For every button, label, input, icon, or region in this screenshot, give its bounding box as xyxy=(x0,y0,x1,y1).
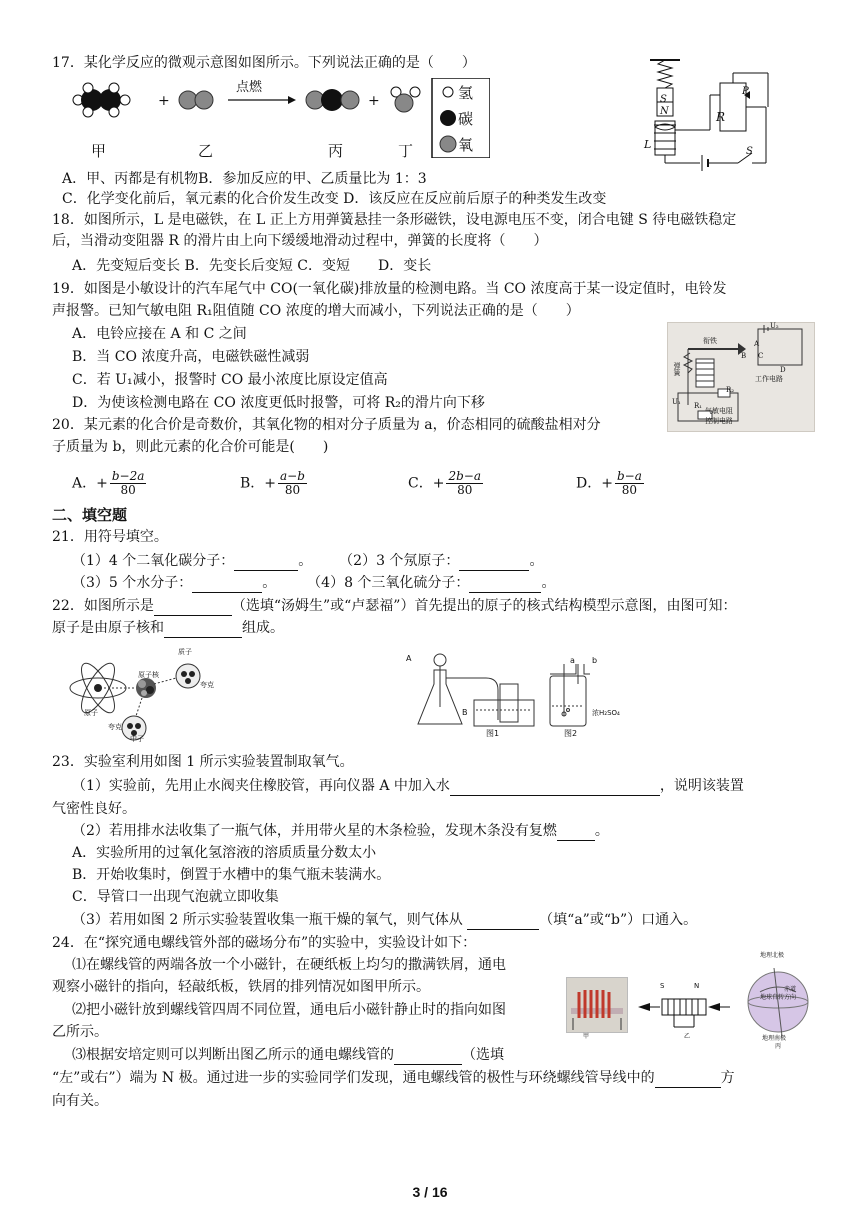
molecule-bing xyxy=(306,89,359,111)
q24-s2a: ⑵把小磁针放到螺线管四周不同位置，通电后小磁针静止时的指向如图 xyxy=(72,1002,506,1018)
q21-row1 xyxy=(72,551,543,571)
q21-p3-dot: 。 xyxy=(262,575,277,591)
q20-option-a xyxy=(72,470,146,497)
q21-row2 xyxy=(72,573,555,593)
q23-p2-end: 。 xyxy=(594,823,609,839)
q22-line1 xyxy=(52,596,736,616)
atom-model-figure xyxy=(66,648,226,744)
fig24-yi: 乙 xyxy=(684,1033,691,1040)
fig19-a: A xyxy=(754,340,760,348)
fraction-numerator: a−b xyxy=(280,469,305,483)
fig2-acid: 浓H₂SO₄ xyxy=(592,709,620,717)
q23-blank3[interactable] xyxy=(467,913,539,930)
q21-p3-label: （3）5 个水分子： xyxy=(72,575,193,591)
molecule-jia xyxy=(73,83,130,117)
q24-s3-cont xyxy=(52,1068,735,1088)
fig2-caption: 图2 xyxy=(564,729,578,738)
q23-opt-b: B．开始收集时，倒置于水槽中的集气瓶未装满水。 xyxy=(72,867,391,883)
fig24-south: 地理南极 xyxy=(762,1035,787,1042)
legend-o: 氧 xyxy=(458,136,474,154)
q19-opt-c: C．若 U₁减小，报警时 CO 最小浓度比原设定值高 xyxy=(72,372,388,388)
q23-p2-text: （2）若用排水法收集了一瓶气体，并用带火星的木条检验，发现木条没有复燃 xyxy=(72,823,557,839)
option-fraction xyxy=(278,470,307,497)
name-yi: 乙 xyxy=(198,142,214,160)
co-detector-figure xyxy=(667,322,815,432)
name-jia: 甲 xyxy=(91,142,107,160)
fig22-zhongzi: 中子 xyxy=(130,735,144,743)
q19-line1: 19．如图是小敏设计的汽车尾气中 CO(一氧化碳)排放量的检测电路。当 CO 浓度高于某一设定值时，电铃发 xyxy=(52,281,727,297)
fig22-kuake2: 夸克 xyxy=(108,723,122,731)
molecule-ding xyxy=(391,87,420,112)
fig2-b: b xyxy=(592,656,598,665)
q21-p2-dot: 。 xyxy=(529,553,544,569)
q21-p1-blank[interactable] xyxy=(234,554,298,571)
q24-s1a: ⑴在螺线管的两端各放一个小磁针，在硬纸板上均匀的撒满铁屑，通电 xyxy=(72,957,506,973)
q21-p2-label: （2）3 个氖原子： xyxy=(339,553,460,569)
q22-l2b: 组成。 xyxy=(242,620,284,636)
q24-blank1[interactable] xyxy=(394,1048,462,1065)
q22-l1b: （选填“汤姆生”或“卢瑟福”）首先提出的原子的核式结构模型示意图，由图可知： xyxy=(231,598,737,614)
fraction-denominator: 80 xyxy=(621,483,638,497)
fig24-chidao: 赤道 xyxy=(784,986,797,993)
fig-b-label: B xyxy=(462,708,468,717)
q20-line1: 20．某元素的化合价是奇数价，其氧化物的相对分子质量为 a，价态相同的硫酸盐相对分 xyxy=(52,417,601,433)
fraction-denominator: 80 xyxy=(120,483,136,497)
q24-s3a: ⑶根据安培定则可以判断出图乙所示的通电螺线管的 xyxy=(72,1047,394,1063)
q20-option-b xyxy=(240,470,307,497)
oxygen-apparatus-figure xyxy=(400,652,630,744)
fig19-u1: U₁ xyxy=(672,398,681,406)
q19-opt-d: D．为使该检测电路在 CO 浓度更低时报警，可将 R₂的滑片向下移 xyxy=(72,395,485,411)
section-heading: 二、填空题 xyxy=(52,506,128,524)
solenoid-coil xyxy=(567,978,627,1032)
q22-blank2[interactable] xyxy=(164,621,242,638)
q17-opt-cd: C．化学变化前后，氧元素的化合价发生改变 D．该反应在反应前后原子的种类发生改变 xyxy=(62,191,607,207)
fig19-xian: 衔铁 xyxy=(703,337,717,345)
option-letter: C．+ xyxy=(408,475,445,492)
option-fraction xyxy=(446,470,483,497)
q20-option-c xyxy=(408,470,483,497)
fig19-ctrl: 控制电路 xyxy=(705,417,733,425)
fig22-kuake1: 夸克 xyxy=(200,681,214,689)
option-letter: B．+ xyxy=(240,475,277,492)
fig19-c: C xyxy=(758,352,764,360)
q21-p4-dot: 。 xyxy=(541,575,556,591)
fig22-yuanzi: 原子 xyxy=(84,709,98,717)
fig19-spring: 弹簧 xyxy=(673,362,681,376)
fig22-yuanzihe: 原子核 xyxy=(138,671,159,679)
q19-line2: 声报警。已知气敏电阻 R₁阻值随 CO 浓度的增大而减小，下列说法正确的是（ ） xyxy=(52,303,580,319)
fig18-r: R xyxy=(716,110,726,124)
q18-options: A．先变短后变长 B．先变长后变短 C．变短 D．变长 xyxy=(72,258,432,274)
earth-magnet-figure xyxy=(740,962,816,1042)
q22-l2a: 原子是由原子核和 xyxy=(52,620,164,636)
q23-opt-a: A．实验所用的过氧化氢溶液的溶质质量分数太小 xyxy=(72,845,377,861)
q24-blank2[interactable] xyxy=(655,1071,721,1088)
fraction-numerator: b−a xyxy=(616,469,642,483)
molecule-yi xyxy=(179,91,213,109)
q23-p3 xyxy=(72,910,697,930)
reaction-diagram xyxy=(70,78,490,158)
fraction-denominator: 80 xyxy=(284,483,301,497)
option-letter: A．+ xyxy=(72,475,108,492)
name-bing: 丙 xyxy=(328,142,344,160)
q24-s3d: 方 xyxy=(720,1070,735,1086)
q23-stem: 23．实验室利用如图 1 所示实验装置制取氧气。 xyxy=(52,754,354,770)
fig24-s: S xyxy=(660,982,665,990)
q21-p3-blank[interactable] xyxy=(192,576,262,593)
fig19-sensor: 气敏电阻 xyxy=(705,407,733,415)
page-number: 3 / 16 xyxy=(412,1184,448,1200)
q24-s2b: 乙所示。 xyxy=(52,1024,108,1040)
q18-line1: 18．如图所示，L 是电磁铁，在 L 正上方用弹簧悬挂一条形磁铁，设电源电压不变，闭合电键 S 待电磁铁稳定 xyxy=(52,212,737,228)
fig1-caption: 图1 xyxy=(486,729,500,738)
fig24-bing: 丙 xyxy=(775,1043,782,1050)
q23-blank1[interactable] xyxy=(450,779,660,796)
q21-p1-label: （1）4 个二氧化碳分子： xyxy=(72,553,235,569)
q21-p4-label: （4）8 个三氧化硫分子： xyxy=(307,575,470,591)
fig19-work: 工作电路 xyxy=(755,375,783,383)
q21-p2-blank[interactable] xyxy=(459,554,529,571)
q23-p2 xyxy=(72,821,609,841)
solenoid-photo-jia xyxy=(566,977,628,1033)
solenoid-compass-figure xyxy=(634,987,734,1035)
q21-stem: 21．用符号填空。 xyxy=(52,529,168,545)
fig22-zhizi: 质子 xyxy=(178,648,192,656)
q17-opt-ab: A．甲、丙都是有机物B．参加反应的甲、乙质量比为 1：3 xyxy=(62,171,427,187)
q20-option-d xyxy=(576,470,644,497)
fig18-l: L xyxy=(644,138,652,151)
q23-p1 xyxy=(72,776,744,796)
q19-opt-a: A．电铃应接在 A 和 C 之间 xyxy=(72,326,247,342)
fig24-rotation: 地球自转方向 xyxy=(760,994,797,1001)
q24-s4: 向有关。 xyxy=(52,1093,108,1109)
fraction-numerator: b−2a xyxy=(111,469,145,483)
fig24-jia: 甲 xyxy=(583,1033,590,1040)
option-letter: D．+ xyxy=(576,475,613,492)
fig19-r1: R₁ xyxy=(694,402,703,410)
q20-line2: 子质量为 b，则此元素的化合价可能是( ) xyxy=(52,439,329,455)
svg-text:+: + xyxy=(158,93,170,109)
fig19-r2: R₂ xyxy=(726,386,735,394)
fig-a-label: A xyxy=(406,654,412,663)
q21-p4-blank[interactable] xyxy=(469,576,541,593)
fig18-sw: S xyxy=(746,146,753,157)
q23-blank2[interactable] xyxy=(557,824,595,841)
fig18-n: N xyxy=(660,106,669,117)
fig2-a: a xyxy=(570,656,575,665)
q23-opt-c: C．导管口一出现气泡就立即收集 xyxy=(72,889,279,905)
fig18-s: S xyxy=(660,94,667,105)
q23-p3a: （3）若用如图 2 所示实验装置收集一瓶干燥的氧气，则气体从 xyxy=(72,912,468,928)
fig19-d: D xyxy=(780,366,786,374)
fig24-n: N xyxy=(694,982,700,990)
co-detector-circuit xyxy=(668,323,814,431)
q21-p1-dot: 。 xyxy=(298,553,313,569)
q23-p1c: 气密性良好。 xyxy=(52,801,136,817)
name-ding: 丁 xyxy=(398,142,414,160)
q24-s3c: “左”或右”）端为 N 极。通过进一步的实验同学们发现，通电螺线管的极性与环绕螺线管导线中的 xyxy=(52,1070,655,1086)
q24-stem: 24．在“探究通电螺线管外部的磁场分布”的实验中，实验设计如下： xyxy=(52,935,477,951)
legend-c: 碳 xyxy=(458,110,474,128)
q18-line2: 后，当滑动变阻器 R 的滑片由上向下缓缓地滑动过程中，弹簧的长度将（ ） xyxy=(52,233,548,249)
q22-line2 xyxy=(52,618,284,638)
q19-opt-b: B．当 CO 浓度升高，电磁铁磁性减弱 xyxy=(72,349,310,365)
q24-s1b: 观察小磁针的指向，轻敲纸板，铁屑的排列情况如图甲所示。 xyxy=(52,979,430,995)
q23-p1a: （1）实验前，先用止水阀夹住橡胶管，再向仪器 A 中加入水 xyxy=(72,778,450,794)
q17-stem: 17．某化学反应的微观示意图如图所示。下列说法正确的是（ ） xyxy=(52,55,476,71)
fraction-denominator: 80 xyxy=(457,483,473,497)
q23-p3b: （填“a”或“b”）口通入。 xyxy=(539,912,698,928)
legend-h: 氢 xyxy=(458,84,474,102)
q24-s3b: （选填 xyxy=(462,1047,504,1063)
arrow-label: 点燃 xyxy=(236,80,263,95)
option-fraction xyxy=(110,470,147,497)
q22-l1a: 22．如图所示是 xyxy=(52,598,154,614)
q24-s3 xyxy=(72,1045,504,1065)
fig19-b: B xyxy=(741,352,747,360)
fig24-north: 地理北极 xyxy=(760,952,785,959)
fraction-numerator: 2b−a xyxy=(448,469,481,483)
fig19-u2: U₂ xyxy=(770,322,779,330)
fig18-p: P xyxy=(742,86,749,97)
svg-text:+: + xyxy=(368,93,380,109)
q23-p1b: ，说明该装置 xyxy=(659,778,744,794)
option-fraction xyxy=(615,470,644,497)
q22-blank1[interactable] xyxy=(154,599,232,616)
